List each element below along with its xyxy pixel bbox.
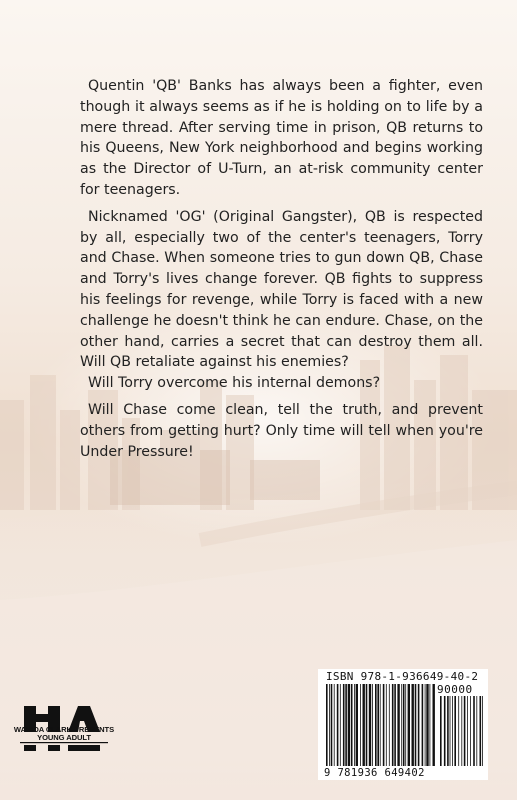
barcode-bars [324,684,484,768]
blurb-paragraph-1: Quentin 'QB' Banks has always been a fighter, even though it always seems as if he is holding on to life by a mere thread. After serving time in prison, QB returns to his Queens, New York neighborhood and begins working as the Director of U-Turn, an at-risk community center for teenagers. [80,78,483,198]
publisher-line-1: WAHIDA CLARK PRESENTS [13,725,115,734]
publisher-line-2: YOUNG ADULT [37,733,91,742]
blurb-paragraph-2: Nicknamed 'OG' (Original Gangster), QB is respected by all, especially two of the center's teenagers, Torry and Chase. When someone tries to gun down QB, Chase and Torry's lives change forever. QB fights to suppress his feelings for revenge, while Torry is faced with a new challenge he doesn't think he can endure. Chase, on the other hand, carries a secret that can destroy them all. Will QB retaliate against his enemies? [80,208,483,371]
publisher-logo-text [10,726,118,742]
blurb-paragraph-3: Will Torry overcome his internal demons? [88,375,381,392]
price-code: 90000 [437,683,473,696]
ean-digits: 9 781936 649402 [324,767,425,779]
back-cover-blurb [80,76,483,462]
blurb-paragraph-4: Will Chase come clean, tell the truth, and prevent others from getting hurt? Only time will tell when you're Under Pressure! [80,401,483,460]
isbn-label: ISBN 978-1-936649-40-2 [326,670,479,683]
